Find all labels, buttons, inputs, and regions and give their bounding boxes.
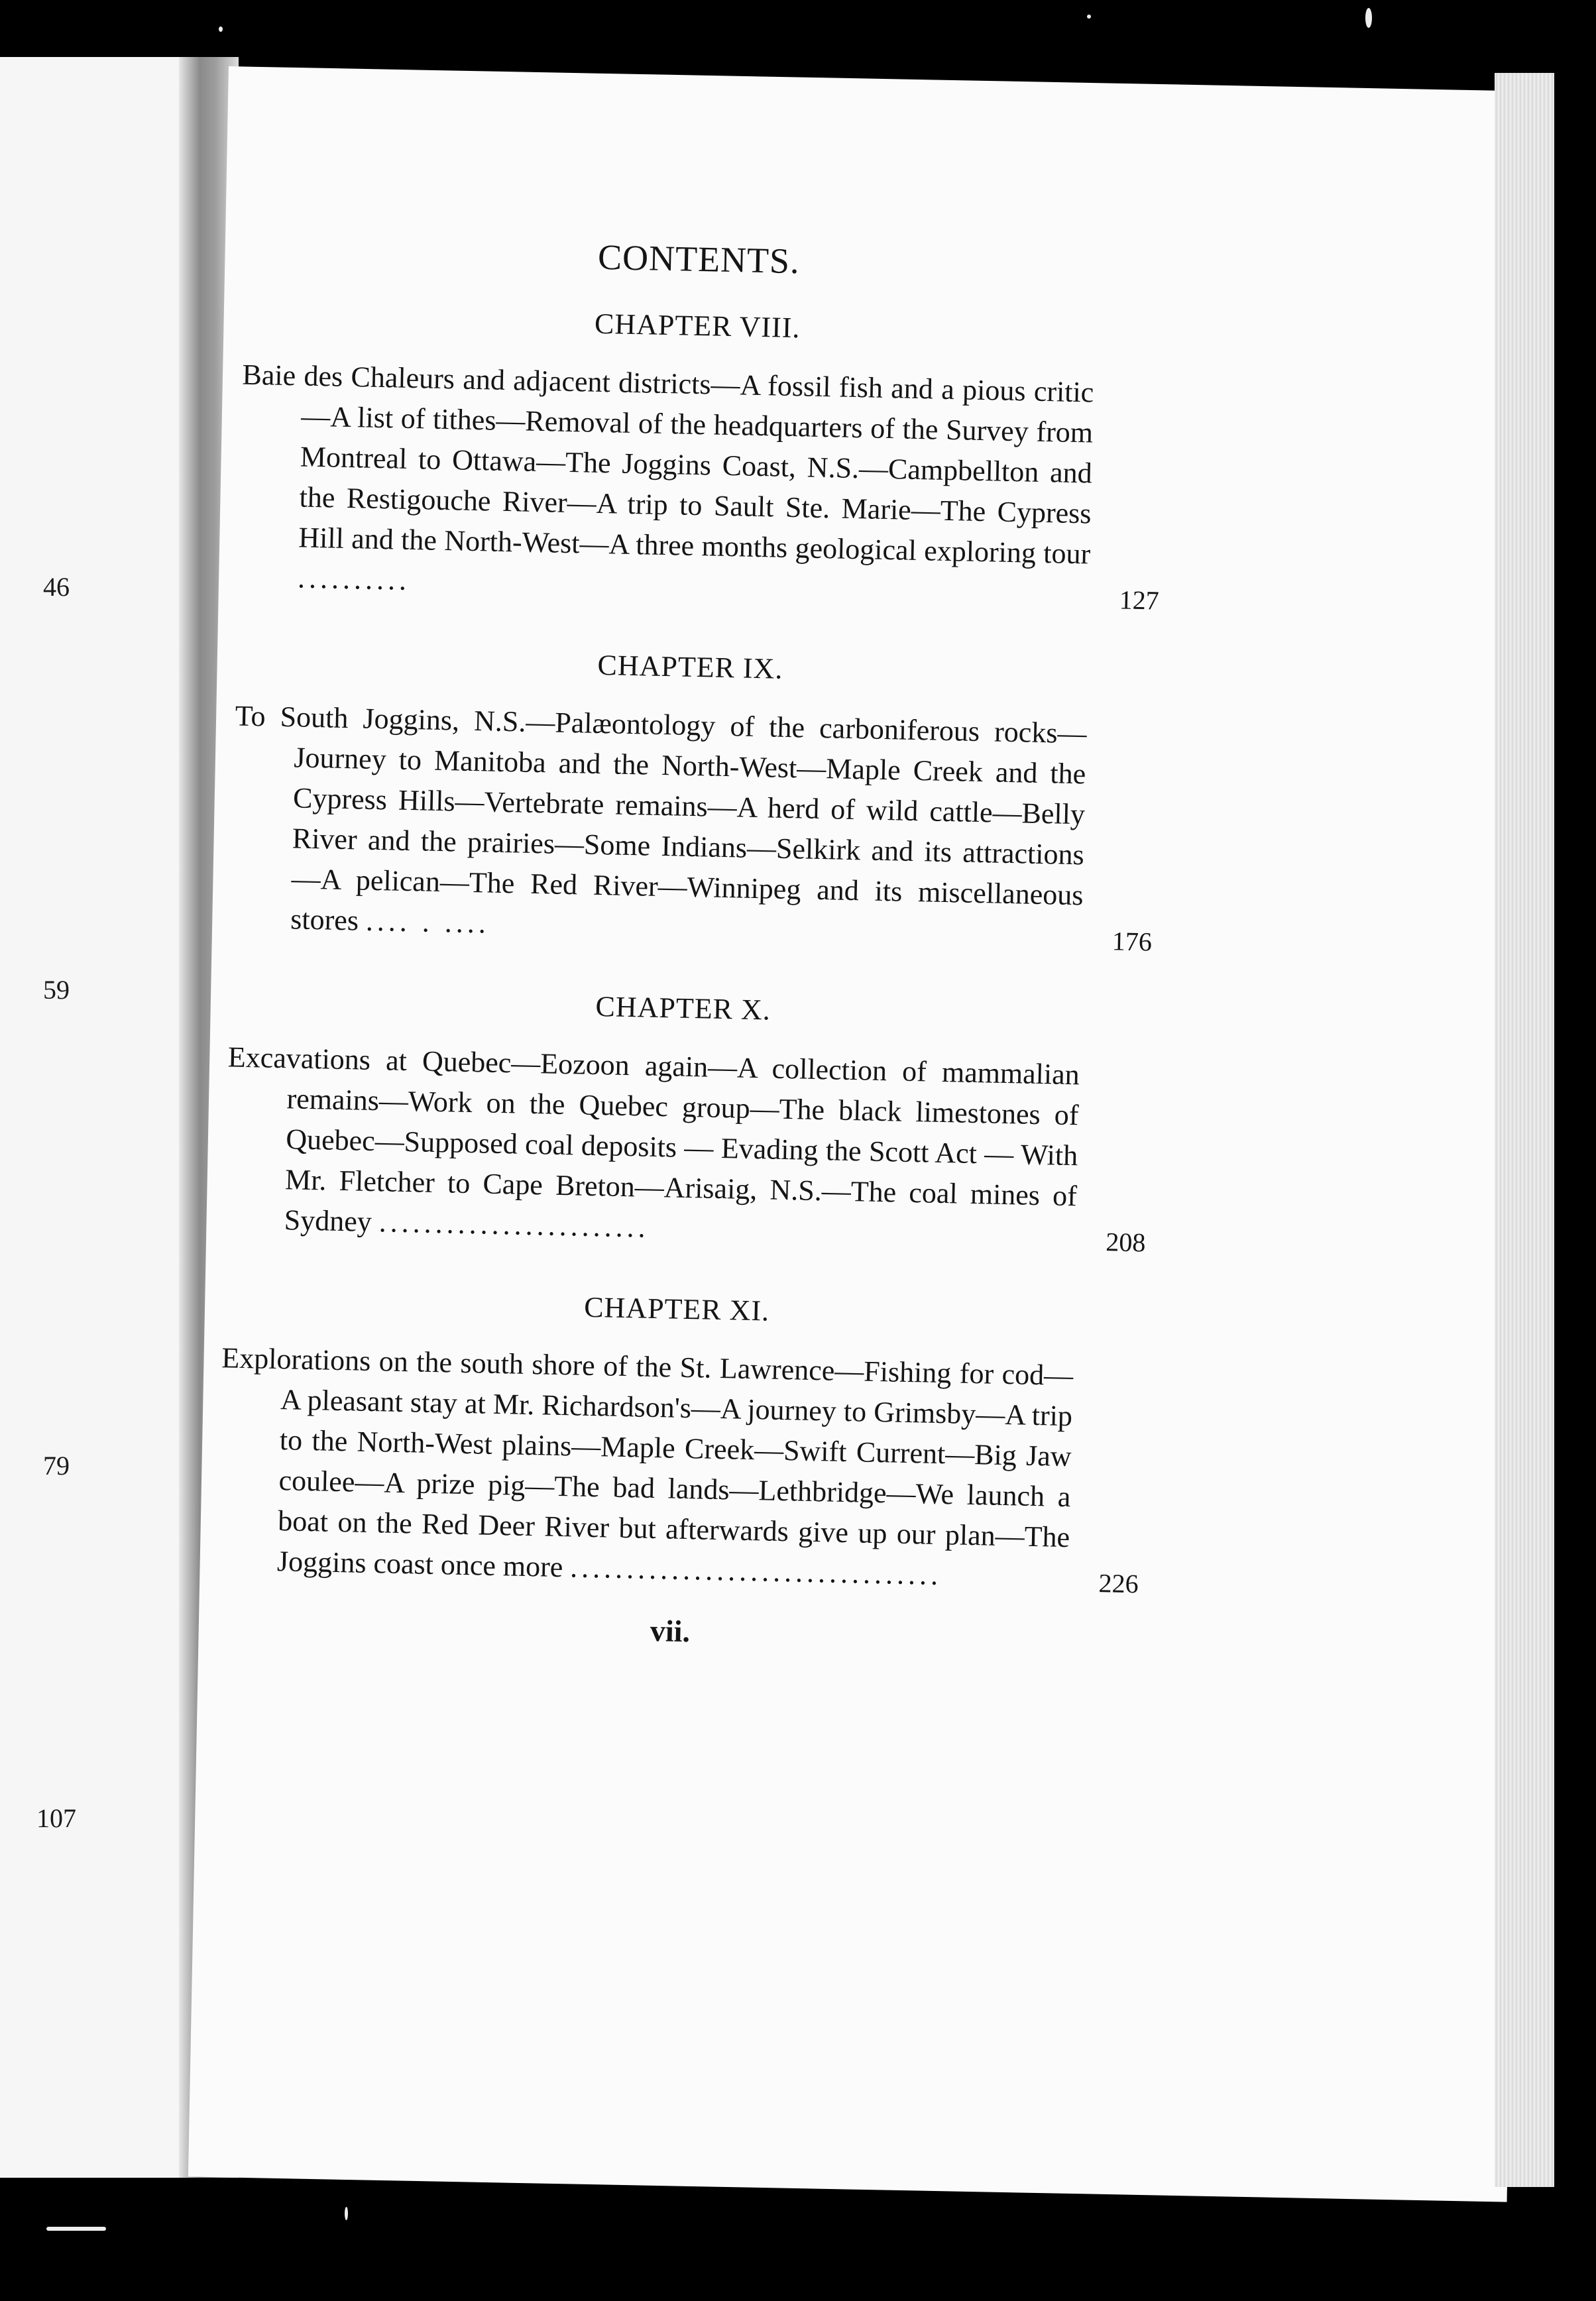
chapter-summary-text: Baie des Chaleurs and adjacent districts—A fossil fish and a pious critic—A list of tithes—Removal of the headquarters of the Survey from Montreal to Ottawa—The Joggins Coast, N.S.—Campbellton and the Restigouche River—A trip to Sault Ste. Marie—The Cypress Hill and the North-West—A three months geological exploring tour xyxy=(242,358,1094,571)
page-fore-edge xyxy=(1495,73,1554,2187)
dot-leader: ................................. xyxy=(569,1551,942,1592)
dot-leader: .... . .... xyxy=(365,904,490,940)
chapter-entry xyxy=(204,640,1171,958)
dot-leader: ........................ xyxy=(378,1206,650,1244)
chapter-page-number: 127 xyxy=(1119,585,1160,616)
left-page-number: 107 xyxy=(36,1803,76,1833)
page-title: CONTENTS. xyxy=(597,237,801,282)
chapter-summary-text: Explorations on the south shore of the St. Lawrence—Fishing for cod—A pleasant stay at Mr. Richardson's—A journey to Grimsby—A trip to the North-West plains—Maple Creek—Swift Current—Big Jaw coulee—A prize pig—The bad lands—Lethbridge—We launch a boat on the Red Deer River but afterwards give up our plan—The Joggins coast once more xyxy=(221,1341,1074,1584)
scan-speck xyxy=(345,2207,348,2220)
chapter-heading: CHAPTER XI. xyxy=(583,1290,770,1327)
scan-speck xyxy=(46,2227,106,2231)
chapter-entry xyxy=(190,1282,1157,1599)
chapter-page-number: 208 xyxy=(1105,1227,1146,1258)
chapter-summary-text: To South Joggins, N.S.—Palæontology of the carboniferous rocks—Journey to Manitoba and the North-West—Maple Creek and the Cypress Hills—Vertebrate remains—A herd of wild cattle—Belly River and the prairies—Some Indians—Selkirk and its attractions—A pelican—The Red River—Winnipeg and its miscellaneous stores xyxy=(235,699,1087,937)
chapter-entry xyxy=(211,299,1178,616)
chapter-entry xyxy=(198,982,1164,1259)
chapter-summary-text: Excavations at Quebec—Eozoon again—A collection of mammalian remains—Work on the Quebec group—The black limestones of Quebec—Supposed coal deposits — Evading the Scott Act — With Mr. Fletcher to Cape Breton—Arisaig, N.S.—The coal mines of Sydney xyxy=(227,1040,1080,1238)
left-page-number: 59 xyxy=(43,975,70,1005)
chapter-summary xyxy=(224,1037,1080,1257)
scan-speck xyxy=(1087,15,1091,19)
chapter-page-number: 176 xyxy=(1112,926,1153,957)
left-page-number: 79 xyxy=(43,1451,70,1481)
chapter-summary xyxy=(238,355,1094,615)
chapter-page-number: 226 xyxy=(1098,1568,1139,1599)
chapter-summary xyxy=(217,1337,1073,1598)
scan-speck xyxy=(219,27,223,32)
folio-number: vii. xyxy=(650,1613,691,1649)
chapter-heading: CHAPTER IX. xyxy=(597,648,783,685)
contents-page xyxy=(190,229,1180,1659)
chapter-heading: CHAPTER X. xyxy=(595,989,771,1027)
dot-leader: .......... xyxy=(297,561,411,596)
left-page-edge xyxy=(0,57,199,2178)
left-page-number: 46 xyxy=(43,572,70,602)
chapter-heading: CHAPTER VIII. xyxy=(594,307,801,345)
chapter-summary xyxy=(231,696,1087,956)
scan-speck xyxy=(1365,8,1372,28)
